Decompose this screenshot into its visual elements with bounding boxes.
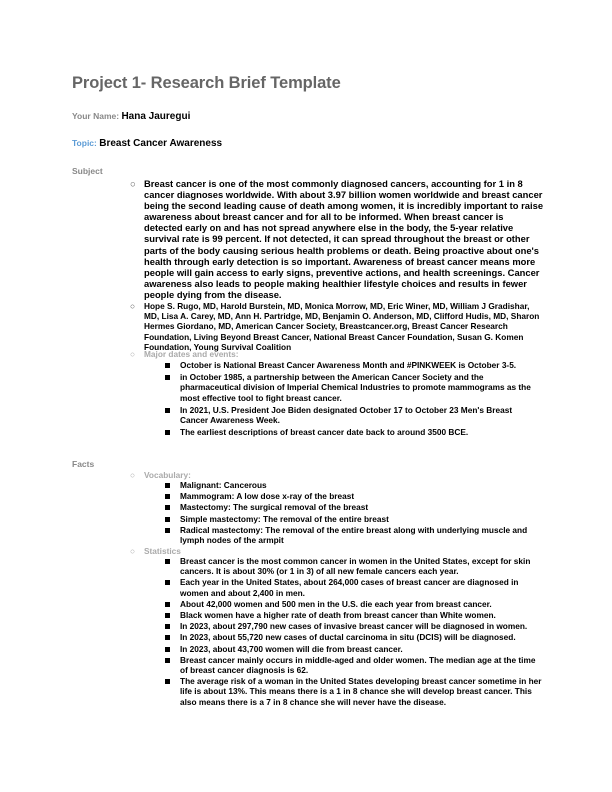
- list-item: In 2021, U.S. President Joe Biden designated October 17 to October 23 Men's Breast Cancer Awareness Week.: [180, 405, 542, 425]
- hollow-bullet-icon: ○: [130, 470, 136, 480]
- page-title: Project 1- Research Brief Template: [72, 74, 341, 92]
- list-item: Mammogram: A low dose x-ray of the breast: [180, 491, 542, 501]
- square-bullet-icon: [165, 528, 170, 533]
- square-bullet-icon: [165, 559, 170, 564]
- name-value: Hana Jauregui: [121, 111, 191, 122]
- topic-value: Breast Cancer Awareness: [99, 138, 223, 149]
- list-item: Black women have a higher rate of death from breast cancer than White women.: [180, 610, 542, 620]
- square-bullet-icon: [165, 602, 170, 607]
- square-bullet-icon: [165, 580, 170, 585]
- list-item: October is National Breast Cancer Awareness Month and #PINKWEEK is October 3-5.: [180, 360, 542, 370]
- list-item: Radical mastectomy: The removal of the entire breast along with underlying muscle and lymph nodes of the armpit: [180, 525, 542, 545]
- square-bullet-icon: [165, 517, 170, 522]
- list-item: Mastectomy: The surgical removal of the breast: [180, 502, 542, 512]
- list-item: About 42,000 women and 500 men in the U.S. die each year from breast cancer.: [180, 599, 542, 609]
- square-bullet-icon: [165, 408, 170, 413]
- hollow-bullet-icon: ○: [130, 546, 136, 556]
- name-label: Your Name:: [72, 111, 120, 121]
- experts-paragraph: ○ Hope S. Rugo, MD, Harold Burstein, MD, Monica Morrow, MD, Eric Winer, MD, William J Gradishar, MD, Lisa A. Carey, MD, Ann H. Partridge, MD, Benjamin O. Anderson, MD, Clifford Hudis, MD, Sharon Hermes Giordano, MD, American Cancer Society, Breastcancer.org, Breast Cancer Research Foundation, Living Beyond Breast Cancer, National Breast Cancer Foundation, Susan G. Komen Foundation, Young Survival Coalition: [130, 301, 540, 352]
- square-bullet-icon: [165, 375, 170, 380]
- hollow-bullet-icon: ○: [130, 301, 136, 312]
- list-item: The average risk of a woman in the United States developing breast cancer sometime in her life is about 13%. This means there is a 1 in 8 chance she will develop breast cancer. This also means there is a 7 in 8 chance she will never have the disease.: [180, 676, 542, 707]
- square-bullet-icon: [165, 505, 170, 510]
- name-field: [72, 111, 190, 122]
- square-bullet-icon: [165, 494, 170, 499]
- facts-heading: Facts: [72, 459, 95, 469]
- list-item: Simple mastectomy: The removal of the entire breast: [180, 514, 542, 524]
- list-item: In 2023, about 55,720 new cases of ductal carcinoma in situ (DCIS) will be diagnosed.: [180, 632, 542, 642]
- square-bullet-icon: [165, 635, 170, 640]
- list-item: The earliest descriptions of breast cancer date back to around 3500 BCE.: [180, 427, 542, 437]
- hollow-bullet-icon: ○: [130, 349, 136, 359]
- square-bullet-icon: [165, 679, 170, 684]
- vocab-heading: ○ Vocabulary:: [130, 470, 191, 480]
- list-item: In 2023, about 297,790 new cases of invasive breast cancer will be diagnosed in women.: [180, 621, 542, 631]
- topic-field: [72, 138, 222, 149]
- square-bullet-icon: [165, 430, 170, 435]
- square-bullet-icon: [165, 624, 170, 629]
- subject-paragraph: ○ Breast cancer is one of the most commonly diagnosed cancers, accounting for 1 in 8 cancer diagnoses worldwide. With about 3.97 billion women worldwide and breast cancer being the second leading cause of death among women, it is incredibly important to raise awareness about breast cancer and for all to be informed. When breast cancer is detected early on and has not spread anywhere else in the body, the 5-year relative survival rate is 99 percent. If not detected, it can spread throughout the breast or other parts of the body causing serious health problems or death. Being proactive about one's health through early detection is so important. Awareness of breast cancer means more people will gain access to early signs, preventive actions, and health screenings. Cancer awareness also leads to people making healthier lifestyle choices and results in fewer people dying from the disease.: [130, 178, 544, 300]
- topic-label: Topic:: [72, 138, 97, 148]
- list-item: Breast cancer mainly occurs in middle-aged and older women. The median age at the time of breast cancer diagnosis is 62.: [180, 655, 542, 675]
- stats-list: [180, 556, 542, 707]
- list-item: Malignant: Cancerous: [180, 480, 542, 490]
- list-item: in October 1985, a partnership between the American Cancer Society and the pharmaceutical division of Imperial Chemical Industries to promote mammograms as the most effective tool to fight breast cancer.: [180, 372, 542, 403]
- hollow-bullet-icon: ○: [130, 178, 136, 189]
- square-bullet-icon: [165, 613, 170, 618]
- list-item: In 2023, about 43,700 women will die from breast cancer.: [180, 644, 542, 654]
- subject-heading: Subject: [72, 166, 103, 176]
- dates-list: [180, 360, 542, 437]
- subject-list: [130, 178, 544, 352]
- vocab-list: [180, 480, 542, 545]
- square-bullet-icon: [165, 483, 170, 488]
- square-bullet-icon: [165, 658, 170, 663]
- list-item: Each year in the United States, about 264,000 cases of breast cancer are diagnosed in women and about 2,400 in men.: [180, 577, 542, 597]
- list-item: Breast cancer is the most common cancer in women in the United States, except for skin cancers. It is about 30% (or 1 in 3) of all new female cancers each year.: [180, 556, 542, 576]
- stats-heading: ○ Statistics: [130, 546, 181, 556]
- dates-heading: ○ Major dates and events:: [130, 349, 239, 359]
- square-bullet-icon: [165, 363, 170, 368]
- square-bullet-icon: [165, 647, 170, 652]
